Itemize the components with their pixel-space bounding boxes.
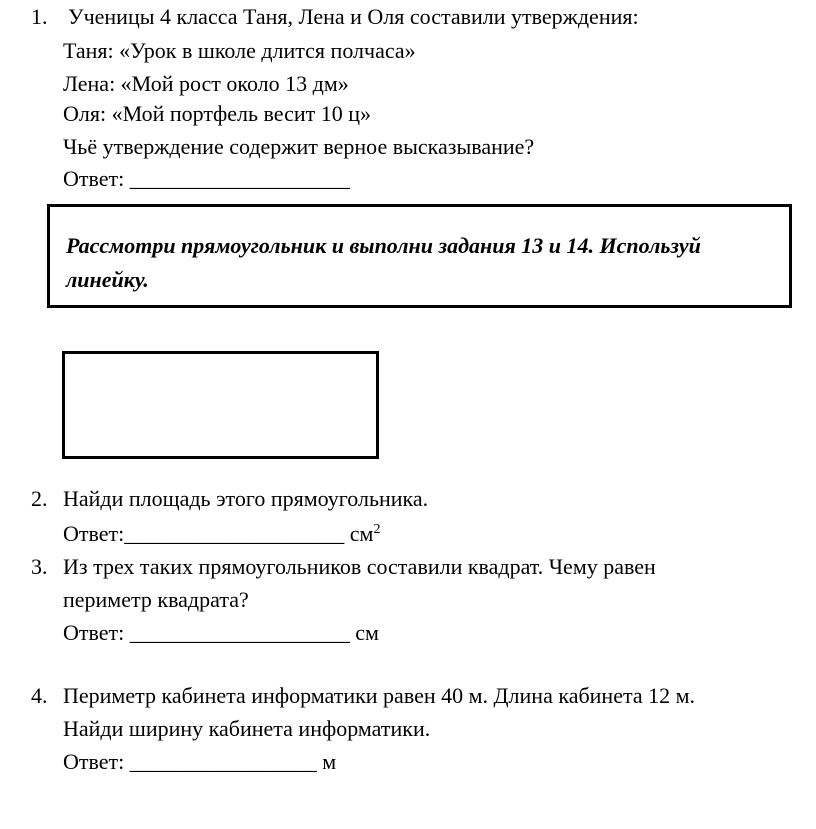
task2-number: 2. (31, 486, 48, 511)
rectangle-figure (62, 351, 379, 459)
task2-answer-row (63, 521, 380, 547)
task3-answer-line[interactable]: Ответ: ____________________ см (63, 620, 379, 645)
task1-statement-olya: Оля: «Мой портфель весит 10 ц» (63, 101, 372, 126)
task4-question-line1: Периметр кабинета информатики равен 40 м. Длина кабинета 12 м. (63, 683, 696, 708)
task4-question-line2: Найди ширину кабинета информатики. (63, 716, 431, 741)
instruction-text: Рассмотри прямоугольник и выполни задания 13 и 14. Используй линейку. (66, 233, 701, 292)
task4-answer-line[interactable]: Ответ: _________________ м (63, 749, 337, 774)
task4-number: 4. (31, 683, 48, 708)
task1-question: Ученицы 4 класса Таня, Лена и Оля составили утверждения: (68, 4, 639, 29)
task3-question-line2: периметр квадрата? (63, 587, 249, 612)
task1-answer-line[interactable]: Ответ: ____________________ (63, 166, 350, 191)
instruction-box (47, 204, 792, 308)
task3-number: 3. (31, 554, 48, 579)
task1-statement-lena: Лена: «Мой рост около 13 дм» (63, 71, 349, 96)
task2-answer-line[interactable]: Ответ:____________________ см (63, 521, 374, 546)
task1-number: 1. (31, 4, 48, 29)
task3-question-line1: Из трех таких прямоугольников составили квадрат. Чему равен (63, 554, 656, 579)
task2-unit-exponent: 2 (373, 522, 381, 537)
task1-prompt: Чьё утверждение содержит верное высказывание? (63, 134, 535, 159)
task1-statement-tanya: Таня: «Урок в школе длится полчаса» (63, 38, 416, 63)
task2-question: Найди площадь этого прямоугольника. (63, 486, 429, 511)
